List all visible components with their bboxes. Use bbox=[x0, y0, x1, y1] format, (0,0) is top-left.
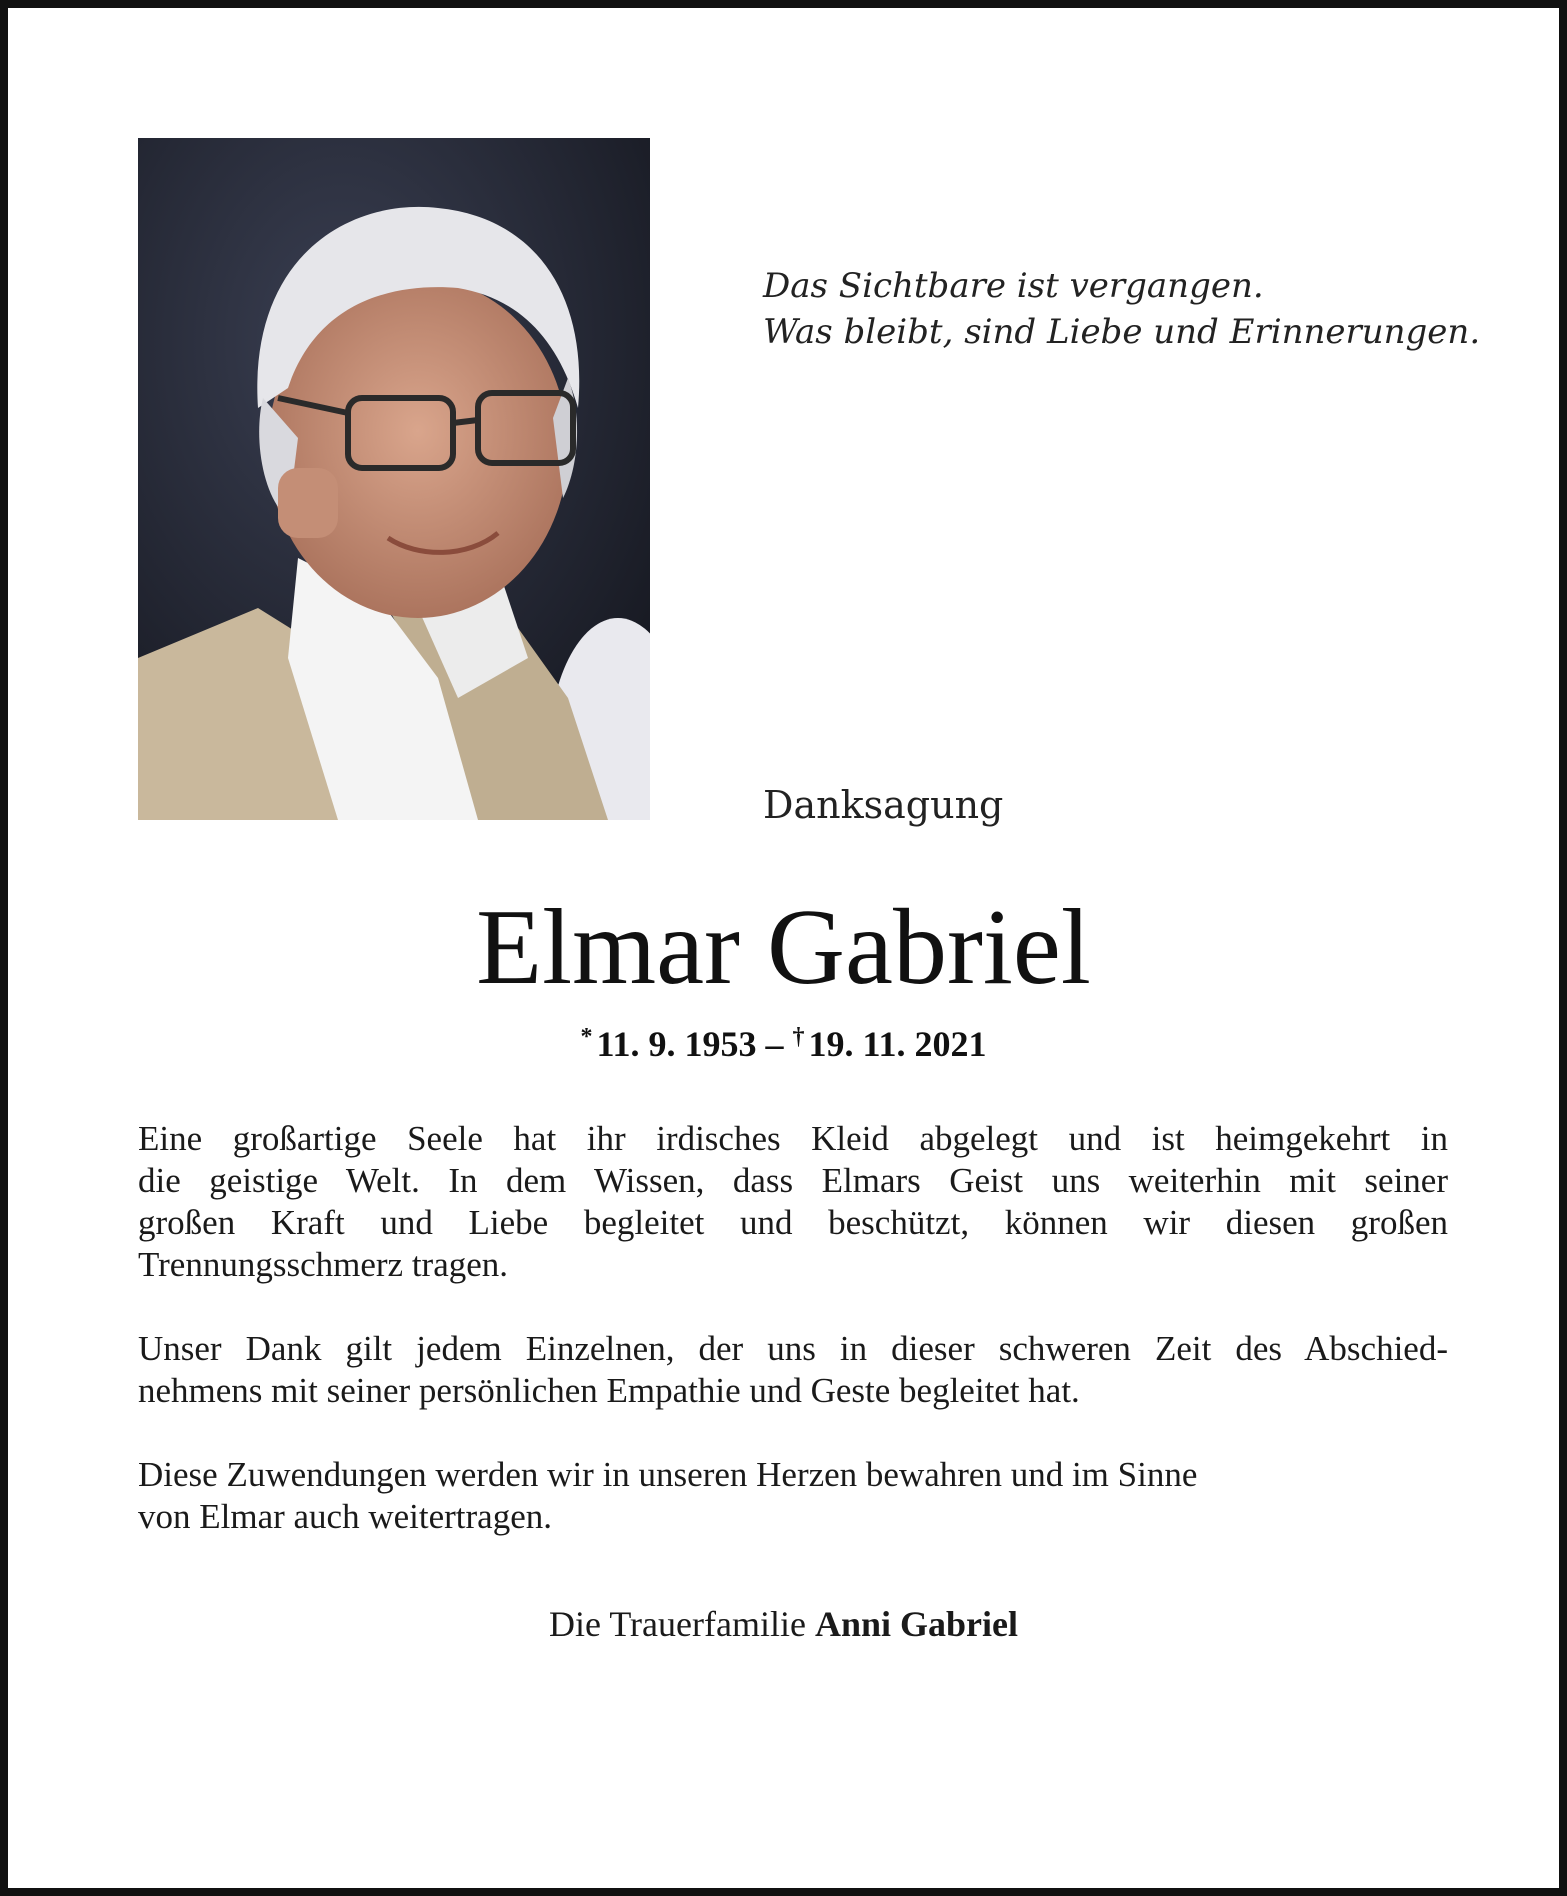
portrait-photo bbox=[138, 138, 650, 820]
paragraph-1-line-1: Eine großartige Seele hat ihr irdisches Kleid abgelegt und ist heimgekehrt in bbox=[138, 1119, 1448, 1158]
date-separator: – bbox=[765, 1024, 784, 1064]
paragraph-2-line-1: Unser Dank gilt jedem Einzelnen, der uns in dieser schweren Zeit des Abschied- bbox=[138, 1329, 1448, 1368]
paragraph-2-line-2: nehmens mit seiner persönlichen Empathie und Geste begleitet hat. bbox=[138, 1371, 1080, 1410]
birth-date: 11. 9. 1953 bbox=[596, 1024, 757, 1064]
heading-danksagung: Danksagung bbox=[763, 783, 1004, 827]
paragraph-1 bbox=[138, 1118, 1448, 1286]
quote-line-1: Das Sichtbare ist vergangen. bbox=[763, 266, 1264, 306]
paragraph-3-line-2: von Elmar auch weitertragen. bbox=[138, 1497, 552, 1536]
quote-line-2: Was bleibt, sind Liebe und Erinnerungen. bbox=[763, 312, 1481, 352]
birth-mark: * bbox=[580, 1024, 593, 1050]
signature bbox=[8, 1603, 1559, 1645]
paragraph-2 bbox=[138, 1328, 1448, 1412]
death-date: 19. 11. 2021 bbox=[808, 1024, 987, 1064]
paragraph-3 bbox=[138, 1454, 1448, 1538]
deceased-name: Elmar Gabriel bbox=[476, 888, 1091, 1007]
death-mark: † bbox=[792, 1024, 805, 1050]
signature-prefix: Die Trauerfamilie bbox=[549, 1604, 806, 1644]
life-dates bbox=[8, 1023, 1559, 1065]
signature-family: Anni Gabriel bbox=[814, 1604, 1018, 1644]
paragraph-1-line-3: großen Kraft und Liebe begleitet und beschützt, können wir diesen großen bbox=[138, 1203, 1448, 1242]
paragraph-3-line-1: Diese Zuwendungen werden wir in unseren Herzen bewahren und im Sinne bbox=[138, 1455, 1198, 1494]
message-body bbox=[138, 1118, 1448, 1580]
quote bbox=[763, 263, 1481, 355]
paragraph-1-line-2: die geistige Welt. In dem Wissen, dass Elmars Geist uns weiterhin mit seiner bbox=[138, 1161, 1448, 1200]
paragraph-1-line-4: Trennungsschmerz tragen. bbox=[138, 1245, 509, 1284]
